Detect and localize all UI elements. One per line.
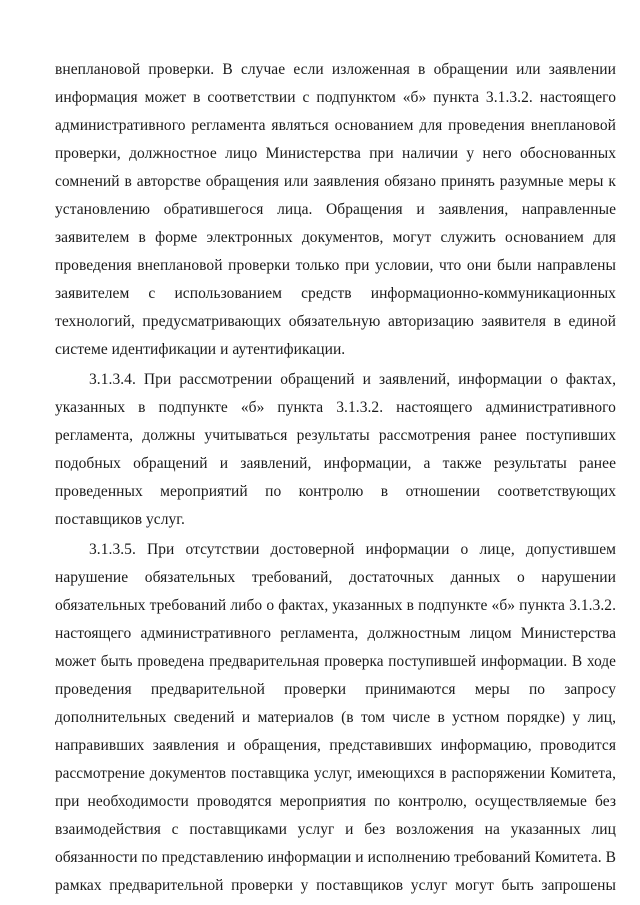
text-line: административного регламента являться основанием для проведения внеплановой bbox=[55, 117, 616, 134]
paragraph-3-1-3-5-start: 3.1.3.5. При отсутствии достоверной информации о лице, допустившем bbox=[89, 541, 616, 558]
text-line: рамках предварительной проверки у поставщиков услуг могут быть запрошены bbox=[55, 877, 616, 894]
text-line: проведения внеплановой проверки только при условии, что они были направлены bbox=[55, 257, 616, 274]
text-line: взаимодействия с поставщиками услуг и без возложения на указанных лиц bbox=[55, 821, 616, 838]
text-line: системе идентификации и аутентификации. bbox=[55, 341, 346, 358]
text-line: проведенных мероприятий по контролю в отношении соответствующих bbox=[55, 483, 616, 500]
text-line: регламента, должны учитываться результаты рассмотрения ранее поступивших bbox=[55, 427, 616, 444]
text-line: нарушение обязательных требований, достаточных данных о нарушении bbox=[55, 569, 616, 586]
text-line: направивших заявления и обращения, представивших информацию, проводится bbox=[55, 737, 616, 754]
text-line: дополнительных сведений и материалов (в том числе в устном порядке) у лиц, bbox=[55, 709, 616, 726]
text-line: поставщиков услуг. bbox=[55, 511, 185, 528]
text-line: сомнений в авторстве обращения или заявления обязано принять разумные меры к bbox=[55, 173, 616, 190]
text-line: заявителем с использованием средств информационно-коммуникационных bbox=[55, 285, 616, 302]
text-line: указанных в подпункте «б» пункта 3.1.3.2. настоящего административного bbox=[55, 399, 616, 416]
text-line: технологий, предусматривающих обязательную авторизацию заявителя в единой bbox=[55, 313, 616, 330]
text-line: может быть проведена предварительная проверка поступившей информации. В ходе bbox=[55, 653, 616, 670]
text-line: проведения предварительной проверки принимаются меры по запросу bbox=[55, 681, 616, 698]
paragraph-3-1-3-4-start: 3.1.3.4. При рассмотрении обращений и заявлений, информации о фактах, bbox=[89, 371, 616, 388]
text-line: информация может в соответствии с подпунктом «б» пункта 3.1.3.2. настоящего bbox=[55, 89, 616, 106]
text-line: проверки, должностное лицо Министерства при наличии у него обоснованных bbox=[55, 145, 616, 162]
text-line: обязательных требований либо о фактах, указанных в подпункте «б» пункта 3.1.3.2. bbox=[55, 597, 616, 614]
text-line: рассмотрение документов поставщика услуг, имеющихся в распоряжении Комитета, bbox=[55, 765, 616, 782]
text-line: при необходимости проводятся мероприятия по контролю, осуществляемые без bbox=[55, 793, 616, 810]
text-line: настоящего административного регламента, должностным лицом Министерства bbox=[55, 625, 616, 642]
text-line: обязанности по представлению информации и исполнению требований Комитета. В bbox=[55, 849, 616, 866]
text-line: подобных обращений и заявлений, информации, а также результаты ранее bbox=[55, 455, 616, 472]
text-line: заявителем в форме электронных документов, могут служить основанием для bbox=[55, 229, 616, 246]
text-line: установлению обратившегося лица. Обращения и заявления, направленные bbox=[55, 201, 616, 218]
text-line: внеплановой проверки. В случае если изложенная в обращении или заявлении bbox=[55, 61, 616, 78]
